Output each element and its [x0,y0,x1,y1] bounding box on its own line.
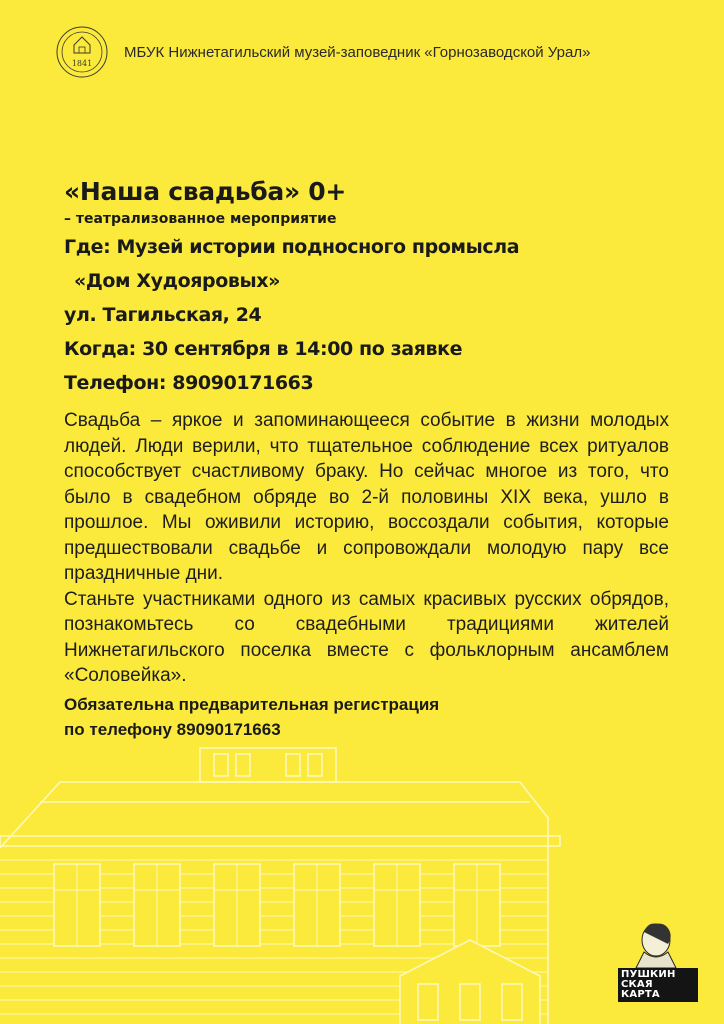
registration-line: по телефону 89090171663 [64,720,281,739]
pushkin-card-line: СКАЯ [621,979,653,990]
description-paragraph: Свадьба – яркое и запоминающееся событие в жизни молодых людей. Люди верили, что тщательное соблюдение всех ритуалов способствует счастливому браку. Но сейчас многое из того, что было в свадебном обряде во 2-й половины XIX века, ушло в прошлое. Мы оживили историю, воссоздали события, которые предшествовали свадьбе и сопровождали молодую пару все праздничные дни. [64,410,669,584]
registration-note [64,692,664,742]
header [56,22,696,82]
pushkin-card-line: КАРТА [621,989,660,1000]
pushkin-card-logo [618,968,698,1002]
museum-logo-seal [56,23,108,81]
event-info [64,176,684,400]
house-outline-illustration [0,740,600,1024]
event-description [64,408,669,689]
event-title: «Наша свадьба» 0+ [64,177,346,206]
event-where-name: «Дом Худояровых» [74,270,281,292]
organization-name: МБУК Нижнетагильский музей-заповедник «Горнозаводской Урал» [124,43,591,61]
event-subtitle: – театрализованное мероприятие [64,211,337,227]
svg-text:1841: 1841 [71,59,93,68]
event-address: ул. Тагильская, 24 [64,304,262,326]
description-paragraph: Станьте участниками одного из самых красивых русских обрядов, познакомьтесь со свадебными традициями жителей Нижнетагильского поселка вместе с фольклорным ансамблем «Соловейка». [64,588,669,686]
pushkin-card-line: ПУШКИН [621,969,676,980]
event-when: Когда: 30 сентября в 14:00 по заявке [64,338,463,360]
registration-line: Обязательна предварительная регистрация [64,695,440,714]
event-where: Где: Музей истории подносного промысла [64,236,520,258]
event-phone: Телефон: 89090171663 [64,372,314,394]
